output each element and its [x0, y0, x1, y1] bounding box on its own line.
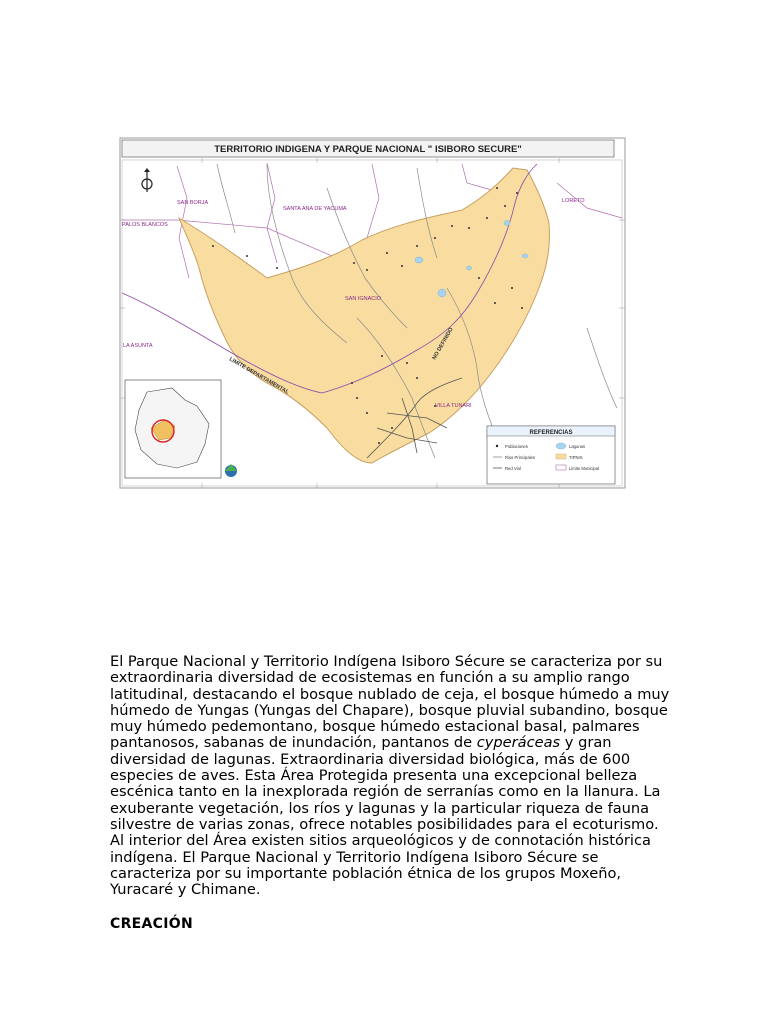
map-figure — [117, 128, 627, 496]
legend-limite-municipal: Limite Municipal — [569, 466, 600, 471]
map-legend — [487, 426, 615, 484]
label-san-ignacio: SAN IGNACIO — [345, 296, 382, 302]
section-heading-creacion: CREACIÓN — [110, 916, 193, 932]
legend-poblaciones: Poblaciones — [505, 444, 528, 449]
label-palos-blancos: PALOS BLANCOS — [122, 222, 168, 228]
label-san-borja: SAN BORJA — [177, 200, 209, 206]
paragraph-italic-term: cyperáceas — [476, 734, 561, 752]
tipnis-map — [117, 128, 627, 496]
description-paragraph — [110, 654, 670, 898]
label-villa-tunari: VILLA TUNARI — [435, 403, 472, 409]
label-loreto: LORETO — [562, 198, 585, 204]
legend-lagunas: Lagunas — [569, 444, 586, 449]
label-la-asunta: LA ASUNTA — [123, 343, 153, 349]
map-title: TERRITORIO INDIGENA Y PARQUE NACIONAL " ISIBORO SECURE" — [214, 144, 522, 155]
label-limite-departamental: LIMITE DEPARTAMENTAL — [228, 356, 290, 396]
paragraph-part-2: y gran diversidad de lagunas. Extraordinaria diversidad biológica, más de 600 especies de aves. Esta Área Protegida presenta una excepcional belleza escénica tanto en la inexplorada región de serranías como en la llanura. La exuberante vegetación, los ríos y lagunas y la particular riqueza de fauna silvestre de varias zonas, ofrece notables posibilidades para el ecoturismo. Al interior del Área existen sitios arqueológicos y de connotación histórica indígena. El Parque Nacional y Territorio Indígena Isiboro Sécure se caracteriza por su importante población étnica de los grupos Moxeño, Yuracaré y Chimane. — [110, 734, 661, 899]
legend-title: REFERENCIAS — [529, 430, 573, 436]
label-no-definido: NO DEFINIDO — [431, 326, 455, 361]
inset-map — [125, 380, 221, 478]
paragraph-part-1: El Parque Nacional y Territorio Indígena Isiboro Sécure se caracteriza por su extraordinaria diversidad de ecosistemas en función a su amplio rango latitudinal, destacando el bosque nublado de ceja, el bosque húmedo a muy húmedo de Yungas (Yungas del Chapare), bosque pluvial subandino, bosque muy húmedo pedemontano, bosque húmedo estacional basal, palmares pantanosos, sabanas de inundación, pantanos de — [110, 653, 670, 752]
legend-red-vial: Red Vial — [505, 466, 521, 471]
legend-tipnis: TIPNIS — [569, 455, 583, 460]
legend-rios: Rios Principales — [505, 455, 536, 460]
label-santa-ana: SANTA ANA DE YACUMA — [283, 206, 347, 212]
